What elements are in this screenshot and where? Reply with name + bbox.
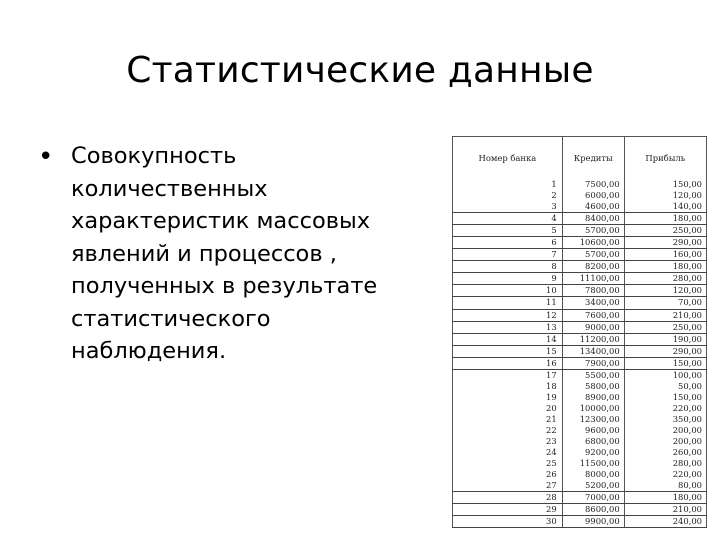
cell-bank-number: 11 <box>453 297 563 309</box>
cell-bank-number: 15 <box>453 345 563 357</box>
table-row <box>453 201 707 213</box>
cell-profit: 250,00 <box>624 321 706 333</box>
cell-credits: 8000,00 <box>562 469 624 480</box>
table-row <box>453 403 707 414</box>
cell-profit: 220,00 <box>624 403 706 414</box>
cell-bank-number: 1 <box>453 179 563 190</box>
cell-credits: 12300,00 <box>562 414 624 425</box>
cell-profit: 220,00 <box>624 469 706 480</box>
cell-bank-number: 10 <box>453 285 563 297</box>
bullet-line: характеристик массовых <box>71 208 371 234</box>
cell-profit: 180,00 <box>624 261 706 273</box>
table-row <box>453 321 707 333</box>
cell-credits: 5500,00 <box>562 369 624 381</box>
cell-credits: 11100,00 <box>562 273 624 285</box>
cell-profit: 150,00 <box>624 357 706 369</box>
cell-bank-number: 28 <box>453 492 563 504</box>
cell-credits: 5800,00 <box>562 381 624 392</box>
cell-credits: 8900,00 <box>562 392 624 403</box>
table-row <box>453 309 707 321</box>
table-row <box>453 237 707 249</box>
bullet-dot: • <box>38 142 54 172</box>
bullet-line: явлений и процессов , <box>71 240 337 267</box>
cell-profit: 160,00 <box>624 249 706 261</box>
cell-bank-number: 2 <box>453 190 563 201</box>
cell-bank-number: 12 <box>453 309 563 321</box>
cell-profit: 180,00 <box>624 213 706 225</box>
table-row <box>453 273 707 285</box>
cell-profit: 140,00 <box>624 201 706 213</box>
cell-bank-number: 14 <box>453 333 563 345</box>
table-row <box>453 261 707 273</box>
cell-bank-number: 6 <box>453 237 563 249</box>
cell-credits: 7800,00 <box>562 285 624 297</box>
cell-credits: 7900,00 <box>562 357 624 369</box>
cell-profit: 200,00 <box>624 436 706 447</box>
cell-profit: 80,00 <box>624 480 706 492</box>
cell-credits: 3400,00 <box>562 297 624 309</box>
bullet-line: полученных в результате <box>71 273 378 299</box>
table-row <box>453 392 707 403</box>
cell-credits: 9900,00 <box>562 516 624 528</box>
cell-profit: 50,00 <box>624 381 706 392</box>
cell-bank-number: 13 <box>453 321 563 333</box>
cell-credits: 10000,00 <box>562 403 624 414</box>
table-header-row <box>453 137 707 180</box>
bullet-line: наблюдения. <box>71 338 227 364</box>
table-row <box>453 436 707 447</box>
cell-credits: 8600,00 <box>562 504 624 516</box>
bank-data-table <box>452 136 707 528</box>
table-body <box>453 179 707 528</box>
cell-bank-number: 5 <box>453 225 563 237</box>
cell-profit: 250,00 <box>624 225 706 237</box>
cell-profit: 150,00 <box>624 392 706 403</box>
table-row <box>453 213 707 225</box>
cell-bank-number: 26 <box>453 469 563 480</box>
table-row <box>453 414 707 425</box>
cell-bank-number: 3 <box>453 201 563 213</box>
cell-bank-number: 27 <box>453 480 563 492</box>
cell-bank-number: 17 <box>453 369 563 381</box>
table-row <box>453 369 707 381</box>
cell-credits: 10600,00 <box>562 237 624 249</box>
cell-profit: 290,00 <box>624 345 706 357</box>
cell-credits: 8400,00 <box>562 213 624 225</box>
cell-profit: 210,00 <box>624 504 706 516</box>
cell-credits: 6000,00 <box>562 190 624 201</box>
cell-bank-number: 4 <box>453 213 563 225</box>
table-row <box>453 480 707 492</box>
header-credits: Кредиты <box>562 137 624 180</box>
cell-credits: 4600,00 <box>562 201 624 213</box>
cell-profit: 180,00 <box>624 492 706 504</box>
cell-profit: 70,00 <box>624 297 706 309</box>
table-row <box>453 249 707 261</box>
table-row <box>453 225 707 237</box>
table-row <box>453 447 707 458</box>
cell-credits: 6800,00 <box>562 436 624 447</box>
bullet-line: количественных <box>71 175 268 202</box>
cell-bank-number: 7 <box>453 249 563 261</box>
cell-credits: 5700,00 <box>562 225 624 237</box>
bullet-line: Совокупность <box>71 143 237 169</box>
cell-bank-number: 25 <box>453 458 563 469</box>
cell-bank-number: 9 <box>453 273 563 285</box>
cell-profit: 280,00 <box>624 273 706 285</box>
table-row <box>453 357 707 369</box>
header-bank-number: Номер банка <box>453 137 563 180</box>
cell-bank-number: 16 <box>453 357 563 369</box>
table-row <box>453 381 707 392</box>
cell-bank-number: 29 <box>453 504 563 516</box>
cell-profit: 280,00 <box>624 458 706 469</box>
table-row <box>453 492 707 504</box>
bullet-line: статистического <box>71 305 271 332</box>
cell-credits: 7500,00 <box>562 179 624 190</box>
cell-profit: 290,00 <box>624 237 706 249</box>
table-row <box>453 516 707 528</box>
cell-credits: 5200,00 <box>562 480 624 492</box>
table-row <box>453 190 707 201</box>
cell-profit: 150,00 <box>624 179 706 190</box>
cell-profit: 120,00 <box>624 190 706 201</box>
slide-title: Статистические данные <box>126 50 594 91</box>
cell-bank-number: 23 <box>453 436 563 447</box>
header-profit: Прибыль <box>624 137 706 180</box>
table-row <box>453 333 707 345</box>
table-row <box>453 345 707 357</box>
cell-credits: 9000,00 <box>562 321 624 333</box>
cell-bank-number: 21 <box>453 414 563 425</box>
cell-credits: 7000,00 <box>562 492 624 504</box>
table-row <box>453 458 707 469</box>
cell-profit: 260,00 <box>624 447 706 458</box>
cell-credits: 11200,00 <box>562 333 624 345</box>
cell-credits: 9600,00 <box>562 425 624 436</box>
table-row <box>453 469 707 480</box>
cell-credits: 9200,00 <box>562 447 624 458</box>
table-row <box>453 179 707 190</box>
cell-bank-number: 18 <box>453 381 563 392</box>
cell-profit: 240,00 <box>624 516 706 528</box>
cell-bank-number: 24 <box>453 447 563 458</box>
table-row <box>453 285 707 297</box>
cell-profit: 100,00 <box>624 369 706 381</box>
bank-data-table-image <box>452 136 707 538</box>
cell-profit: 210,00 <box>624 309 706 321</box>
cell-bank-number: 20 <box>453 403 563 414</box>
table-row <box>453 504 707 516</box>
cell-credits: 5700,00 <box>562 249 624 261</box>
bullet-text <box>71 140 421 368</box>
table-row <box>453 425 707 436</box>
cell-profit: 190,00 <box>624 333 706 345</box>
table-row <box>453 297 707 309</box>
cell-bank-number: 8 <box>453 261 563 273</box>
cell-profit: 120,00 <box>624 285 706 297</box>
cell-bank-number: 30 <box>453 516 563 528</box>
cell-credits: 8200,00 <box>562 261 624 273</box>
cell-bank-number: 22 <box>453 425 563 436</box>
cell-credits: 11500,00 <box>562 458 624 469</box>
cell-bank-number: 19 <box>453 392 563 403</box>
cell-profit: 200,00 <box>624 425 706 436</box>
cell-credits: 13400,00 <box>562 345 624 357</box>
cell-credits: 7600,00 <box>562 309 624 321</box>
cell-profit: 350,00 <box>624 414 706 425</box>
